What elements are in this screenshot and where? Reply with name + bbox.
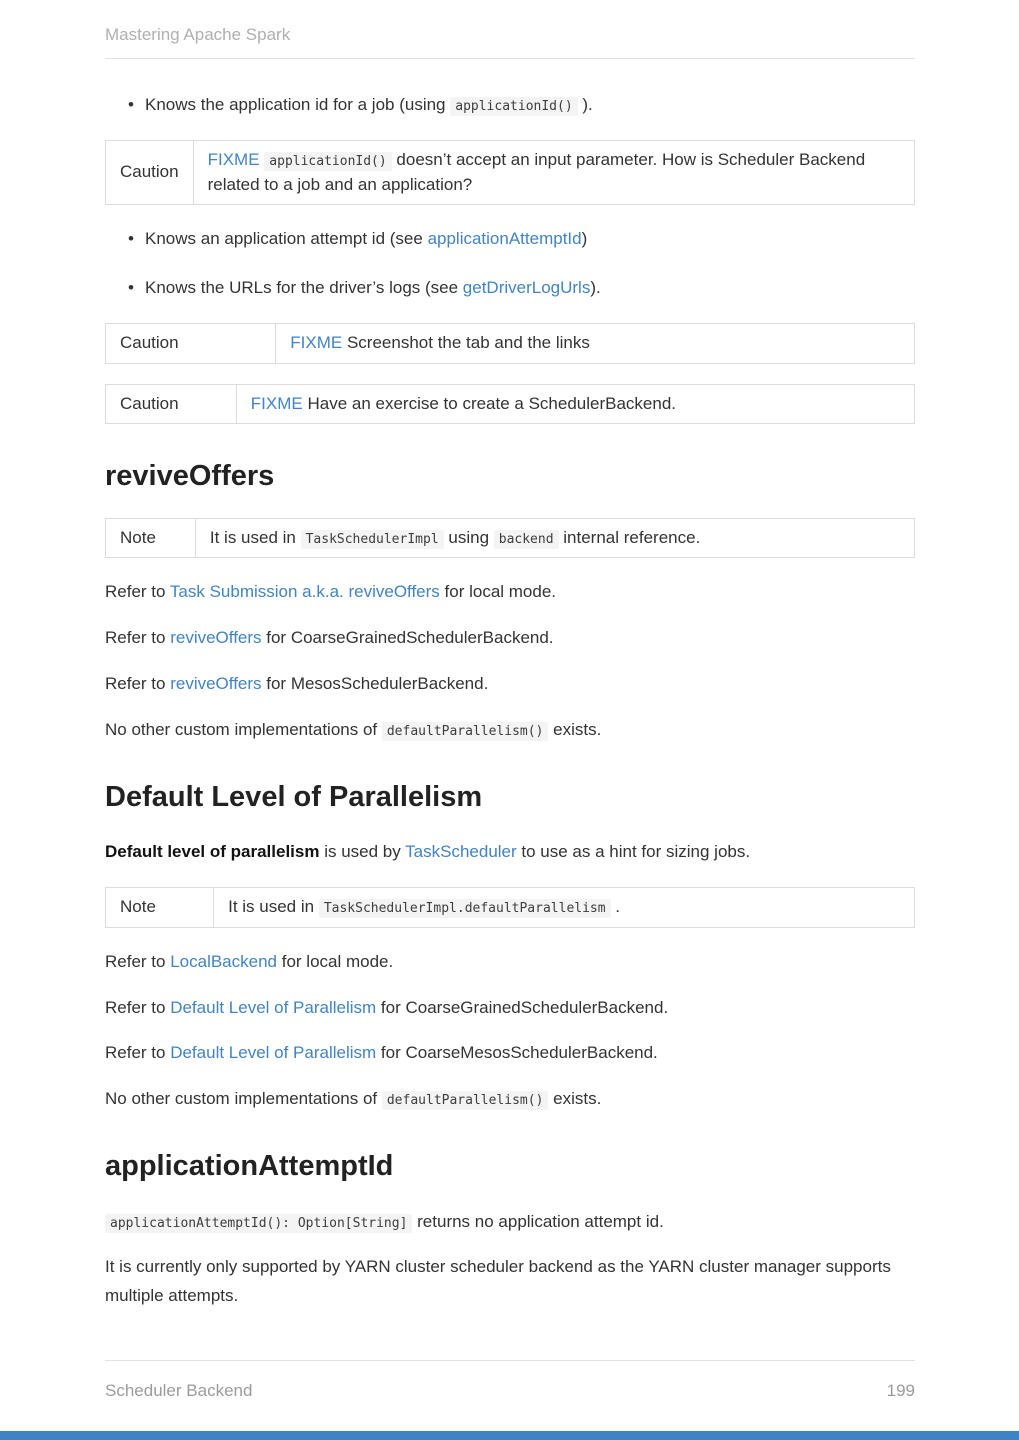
text-run: Refer to (105, 1043, 171, 1063)
section-heading: reviveOffers (105, 460, 275, 493)
inline-link[interactable]: FIXME (290, 332, 343, 352)
text-run: Knows an application attempt id (see (145, 229, 428, 249)
inline-code: applicationId() (450, 97, 577, 116)
text-run: internal reference. (558, 527, 701, 547)
text-run: It is used in (228, 897, 319, 917)
text-run: No other custom implementations of (105, 719, 382, 739)
text-run: No other custom implementations of (105, 1089, 382, 1109)
text-run: It is currently only supported by YARN cluster scheduler backend as the YARN cluster manager supports multiple attempts. (105, 1257, 891, 1306)
text-run: for local mode. (277, 951, 394, 971)
inline-code: applicationAttemptId(): Option[String] (105, 1214, 412, 1233)
text-run: for MesosSchedulerBackend. (261, 674, 489, 693)
text-run: ). (590, 278, 601, 298)
inline-code: defaultParallelism() (382, 1091, 549, 1110)
paragraph (105, 624, 915, 653)
text-run: doesn’t accept an input parameter. How is Scheduler Backend related to a job and an application? (207, 149, 866, 194)
inline-code: TaskSchedulerImpl (301, 530, 444, 549)
admonition-label: Note (106, 888, 214, 928)
admonition-body (236, 384, 914, 424)
caution-admonition (105, 140, 915, 205)
text-run: Knows the URLs for the driver’s logs (see (145, 278, 463, 298)
caution-admonition (105, 323, 915, 364)
inline-link[interactable]: FIXME (207, 149, 260, 169)
inline-link[interactable]: Default Level of Parallelism (170, 997, 377, 1017)
admonition-label: Caution (106, 323, 276, 363)
text-run: It is used in (209, 527, 301, 547)
caution-admonition (105, 384, 915, 425)
text-run: to use as a hint for sizing jobs. (516, 842, 751, 862)
paragraph (105, 670, 915, 699)
bullet-marker-icon (128, 274, 145, 303)
text-run: exists. (548, 1089, 602, 1109)
text-run: is used by (319, 842, 406, 862)
bullet-marker-icon (128, 225, 145, 254)
admonition-label: Note (106, 518, 196, 558)
text-run: returns no application attempt id. (412, 1211, 664, 1231)
text-run: Have an exercise to create a SchedulerBackend. (302, 393, 677, 413)
inline-link[interactable]: FIXME (250, 393, 303, 413)
text-run: Refer to (105, 951, 171, 971)
inline-code: TaskSchedulerImpl.defaultParallelism (319, 899, 611, 918)
section-heading: applicationAttemptId (105, 1150, 394, 1183)
paragraph (105, 1208, 915, 1237)
text-run: ) (581, 229, 588, 249)
paragraph (105, 716, 915, 745)
bottom-accent-bar (0, 1431, 1019, 1440)
text-run: for CoarseMesosSchedulerBackend. (376, 1043, 658, 1063)
text-run: Refer to (105, 997, 171, 1017)
inline-link[interactable]: applicationAttemptId (427, 229, 582, 249)
admonition-body (193, 140, 914, 204)
text-run: for CoarseGrainedSchedulerBackend. (261, 628, 554, 648)
inline-link[interactable]: reviveOffers (170, 628, 262, 648)
admonition-body (276, 323, 915, 363)
text-run: . (610, 897, 621, 917)
footer-chapter: Scheduler Backend (105, 1381, 253, 1400)
inline-code: applicationId() (264, 152, 391, 171)
bullet-item (105, 225, 915, 254)
text-run: Knows the application id for a job (using (145, 95, 451, 114)
admonition-body (195, 518, 914, 558)
paragraph (105, 578, 915, 607)
admonition-body (214, 888, 915, 928)
inline-link[interactable]: getDriverLogUrls (462, 278, 591, 298)
text-run: Screenshot the tab and the links (342, 332, 590, 352)
paragraph (105, 994, 915, 1023)
text-run: using (443, 527, 494, 547)
bullet-text (145, 274, 915, 303)
bullet-item (105, 274, 915, 303)
text-run: exists. (548, 719, 602, 739)
admonition-label: Caution (106, 140, 194, 204)
paragraph (105, 1253, 915, 1311)
note-admonition (105, 887, 915, 928)
text-run: for CoarseGrainedSchedulerBackend. (376, 997, 669, 1017)
page-header (0, 0, 1019, 59)
paragraph (105, 948, 915, 977)
paragraph (105, 1039, 915, 1068)
admonition-label: Caution (106, 384, 237, 424)
text-run: for local mode. (439, 582, 557, 602)
bullet-item (105, 91, 915, 120)
text-run: Refer to (105, 628, 171, 648)
note-admonition (105, 518, 915, 559)
inline-link[interactable]: reviveOffers (170, 674, 262, 693)
paragraph (105, 1085, 915, 1114)
bullet-text (145, 91, 915, 120)
inline-link[interactable]: Task Submission a.k.a. reviveOffers (169, 582, 440, 602)
inline-link[interactable]: LocalBackend (170, 951, 278, 971)
bullet-marker-icon (128, 91, 145, 120)
content (0, 59, 1019, 1360)
bullet-text (145, 225, 915, 254)
page-footer (0, 1360, 1019, 1431)
section-heading: Default Level of Parallelism (105, 780, 483, 813)
text-run: ). (577, 95, 593, 114)
paragraph (105, 838, 915, 867)
bold-text: Default level of parallelism (105, 842, 320, 862)
inline-code: backend (494, 530, 559, 549)
footer-page-number: 199 (886, 1381, 915, 1400)
inline-code: defaultParallelism() (382, 722, 549, 741)
footer-row (105, 1361, 915, 1401)
text-run: Refer to (105, 674, 171, 693)
book-title: Mastering Apache Spark (105, 25, 291, 44)
inline-link[interactable]: Default Level of Parallelism (170, 1043, 377, 1063)
text-run: Refer to (105, 582, 170, 602)
inline-link[interactable]: TaskScheduler (405, 842, 517, 862)
